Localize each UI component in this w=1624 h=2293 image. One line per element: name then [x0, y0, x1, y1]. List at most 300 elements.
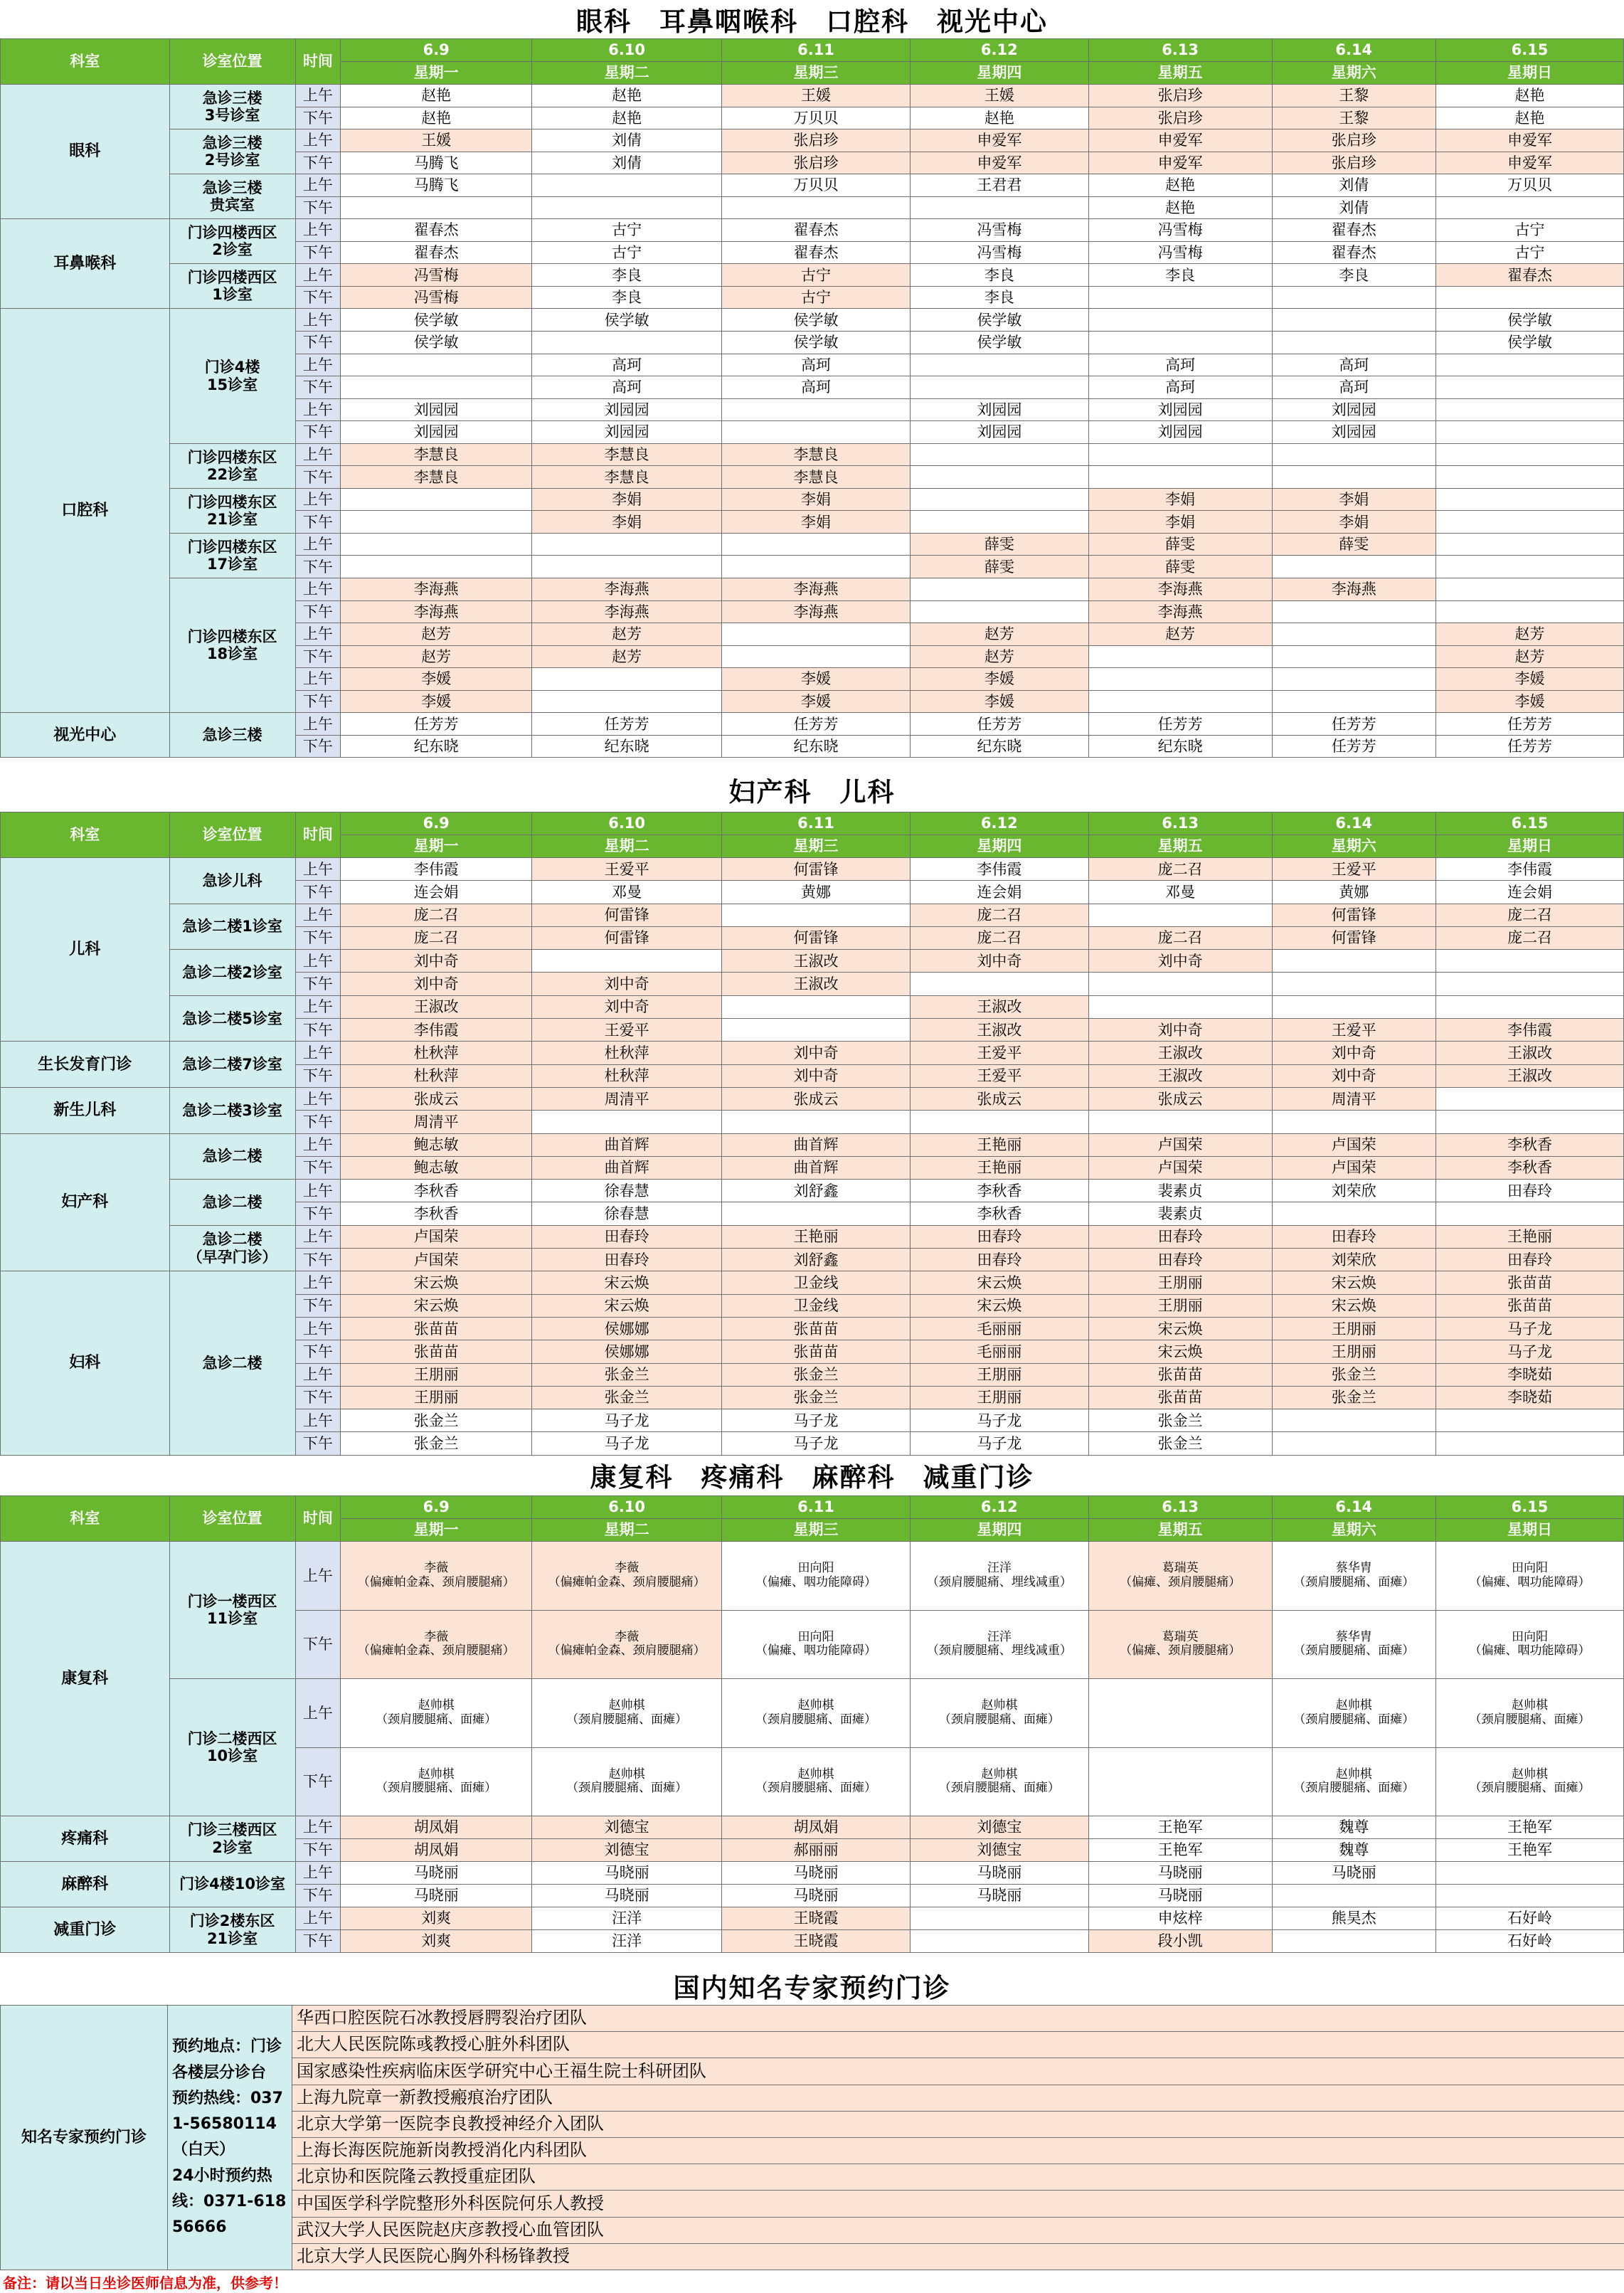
doctor-cell: 连会娟 [1436, 881, 1624, 904]
doctor-cell [341, 376, 532, 399]
doctor-cell: 万贝贝 [722, 107, 911, 129]
doctor-cell: 李海燕 [1088, 578, 1272, 601]
doctor-cell: 王淑改 [1088, 1064, 1272, 1087]
session-time: 下午 [295, 1294, 341, 1317]
session-time: 下午 [295, 376, 341, 399]
doctor-cell: 冯雪梅 [910, 241, 1088, 264]
doctor-cell: 庞二召 [910, 926, 1088, 949]
doctor-cell [722, 421, 911, 444]
doctor-cell: 田春玲 [532, 1225, 722, 1248]
doctor-cell [910, 376, 1088, 399]
doctor-cell: 赵艳 [1088, 196, 1272, 219]
room-location: 门诊四楼东区 22诊室 [169, 443, 295, 488]
session-time: 下午 [295, 973, 341, 995]
doctor-cell [1436, 1409, 1624, 1432]
doctor-cell: 赵芳 [532, 623, 722, 646]
doctor-cell: 何雷锋 [532, 926, 722, 949]
doctor-cell: 李海燕 [341, 600, 532, 623]
doctor-cell: 王艳军 [1436, 1816, 1624, 1839]
doctor-cell: 刘中奇 [1272, 1042, 1436, 1064]
doctor-cell: 赵帅棋 （颈肩腰腿痛、面瘫） [1436, 1679, 1624, 1748]
doctor-cell: 张苗苗 [1088, 1386, 1272, 1409]
doctor-cell: 刘舒鑫 [722, 1249, 911, 1271]
session-time: 下午 [295, 511, 341, 534]
doctor-cell: 张苗苗 [722, 1317, 911, 1340]
doctor-cell: 黄娜 [1272, 881, 1436, 904]
session-time: 上午 [295, 1317, 341, 1340]
doctor-cell: 蔡华胄 （颈肩腰腿痛、面瘫） [1272, 1610, 1436, 1679]
doctor-cell: 任芳芳 [1436, 713, 1624, 736]
doctor-cell: 刘园园 [341, 398, 532, 421]
header-date: 6.15 [1436, 1496, 1624, 1519]
doctor-cell [1272, 466, 1436, 489]
doctor-cell: 马晓丽 [341, 1885, 532, 1907]
room-location: 急诊二楼3诊室 [169, 1087, 295, 1133]
room-location: 门诊四楼东区 18诊室 [169, 578, 295, 713]
session-time: 下午 [295, 466, 341, 489]
doctor-cell [532, 950, 722, 973]
doctor-cell: 马晓丽 [341, 1862, 532, 1885]
room-location: 门诊4楼10诊室 [169, 1862, 295, 1907]
doctor-cell: 赵芳 [1436, 623, 1624, 646]
doctor-cell: 李晓茹 [1436, 1363, 1624, 1386]
header-weekday: 星期三 [722, 62, 911, 85]
table-row [1, 1180, 1624, 1202]
doctor-cell: 李慧良 [532, 443, 722, 466]
doctor-cell [722, 904, 911, 926]
doctor-cell: 李伟霞 [341, 1019, 532, 1042]
doctor-cell: 李良 [910, 286, 1088, 309]
doctor-cell: 卢国荣 [1272, 1156, 1436, 1179]
doctor-cell [1088, 973, 1272, 995]
doctor-cell: 赵艳 [341, 107, 532, 129]
doctor-cell: 侯娜娜 [532, 1317, 722, 1340]
doctor-cell: 李良 [1272, 264, 1436, 287]
doctor-cell: 侯娜娜 [532, 1340, 722, 1363]
expert-team: 武汉大学人民医院赵庆彦教授心血管团队 [292, 2217, 1624, 2243]
doctor-cell: 王朋丽 [910, 1386, 1088, 1409]
doctor-cell: 马腾飞 [341, 174, 532, 197]
doctor-cell: 刘中奇 [532, 973, 722, 995]
doctor-cell: 宋云焕 [1088, 1340, 1272, 1363]
doctor-cell: 卢国荣 [341, 1249, 532, 1271]
doctor-cell [1436, 443, 1624, 466]
doctor-cell: 张成云 [341, 1087, 532, 1110]
session-time: 上午 [295, 995, 341, 1018]
doctor-cell: 薛雯 [910, 556, 1088, 578]
doctor-cell: 翟春杰 [341, 219, 532, 242]
header-date: 6.14 [1272, 812, 1436, 835]
session-time: 下午 [295, 1340, 341, 1363]
doctor-cell: 刘园园 [1272, 398, 1436, 421]
doctor-cell [1272, 309, 1436, 332]
doctor-cell [1436, 398, 1624, 421]
doctor-cell: 赵艳 [910, 107, 1088, 129]
doctor-cell: 李秋香 [910, 1180, 1088, 1202]
doctor-cell [1272, 1432, 1436, 1455]
doctor-cell: 张苗苗 [722, 1340, 911, 1363]
doctor-cell: 侯学敏 [532, 309, 722, 332]
doctor-cell: 翟春杰 [722, 219, 911, 242]
header-weekday: 星期六 [1272, 835, 1436, 858]
doctor-cell [532, 174, 722, 197]
doctor-cell: 赵帅棋 （颈肩腰腿痛、面瘫） [532, 1747, 722, 1816]
expert-team: 上海九院章一新教授瘢痕治疗团队 [292, 2085, 1624, 2111]
doctor-cell: 蔡华胄 （颈肩腰腿痛、面瘫） [1272, 1542, 1436, 1611]
expert-team: 北京大学第一医院李良教授神经介入团队 [292, 2111, 1624, 2137]
session-time: 上午 [295, 1409, 341, 1432]
doctor-cell: 张金兰 [532, 1363, 722, 1386]
doctor-cell: 刘中奇 [722, 1042, 911, 1064]
room-location: 急诊三楼 贵宾室 [169, 174, 295, 219]
dept-name: 妇科 [1, 1271, 170, 1455]
room-location: 急诊二楼 [169, 1180, 295, 1226]
session-time: 下午 [295, 1019, 341, 1042]
doctor-cell: 李伟霞 [341, 858, 532, 881]
room-location: 急诊二楼 [169, 1133, 295, 1180]
doctor-cell: 任芳芳 [1088, 713, 1272, 736]
doctor-cell [1436, 488, 1624, 511]
doctor-cell: 张成云 [910, 1087, 1088, 1110]
doctor-cell [1272, 600, 1436, 623]
doctor-cell: 李薇 （偏瘫帕金森、颈肩腰腿痛） [532, 1542, 722, 1611]
session-time: 下午 [295, 1202, 341, 1225]
doctor-cell [1436, 354, 1624, 376]
doctor-cell: 宋云焕 [341, 1294, 532, 1317]
doctor-cell: 马晓丽 [722, 1885, 911, 1907]
doctor-cell [1088, 995, 1272, 1018]
session-time: 下午 [295, 690, 341, 713]
doctor-cell: 李慧良 [532, 466, 722, 489]
doctor-cell [722, 645, 911, 668]
doctor-cell [722, 623, 911, 646]
doctor-cell: 王淑改 [1436, 1064, 1624, 1087]
header-weekday: 星期一 [341, 835, 532, 858]
doctor-cell [910, 354, 1088, 376]
doctor-cell: 张启珍 [722, 152, 911, 174]
doctor-cell: 申爱军 [1088, 129, 1272, 152]
doctor-cell: 张金兰 [1088, 1409, 1272, 1432]
doctor-cell: 王朋丽 [910, 1363, 1088, 1386]
doctor-cell: 王淑改 [341, 995, 532, 1018]
doctor-cell: 张金兰 [722, 1363, 911, 1386]
doctor-cell: 王艳丽 [910, 1133, 1088, 1156]
doctor-cell: 周清平 [1272, 1087, 1436, 1110]
doctor-cell [722, 196, 911, 219]
header-weekday: 星期五 [1088, 62, 1272, 85]
doctor-cell [341, 196, 532, 219]
doctor-cell: 古宁 [1436, 241, 1624, 264]
session-time: 下午 [295, 196, 341, 219]
doctor-cell: 毛丽丽 [910, 1340, 1088, 1363]
session-time: 上午 [295, 309, 341, 332]
doctor-cell [1436, 1432, 1624, 1455]
doctor-cell: 李秋香 [341, 1202, 532, 1225]
doctor-cell: 汪洋 （颈肩腰腿痛、埋线减重） [910, 1610, 1088, 1679]
doctor-cell [532, 690, 722, 713]
doctor-cell: 李伟霞 [1436, 1019, 1624, 1042]
table-row [1, 219, 1624, 242]
doctor-cell [722, 995, 911, 1018]
doctor-cell: 纪东晓 [910, 735, 1088, 758]
doctor-cell: 黄娜 [722, 881, 911, 904]
doctor-cell: 申爱军 [1088, 152, 1272, 174]
doctor-cell: 薛雯 [1088, 533, 1272, 556]
doctor-cell: 申爱军 [910, 129, 1088, 152]
doctor-cell: 宋云焕 [341, 1271, 532, 1294]
doctor-cell: 邓曼 [532, 881, 722, 904]
doctor-cell: 王爱平 [910, 1064, 1088, 1087]
doctor-cell: 张启珍 [1088, 85, 1272, 107]
doctor-cell: 卢国荣 [1272, 1133, 1436, 1156]
dept-name: 康复科 [1, 1542, 170, 1816]
doctor-cell: 任芳芳 [910, 713, 1088, 736]
session-time: 上午 [295, 1363, 341, 1386]
session-time: 上午 [295, 1542, 341, 1611]
doctor-cell: 王朋丽 [341, 1386, 532, 1409]
doctor-cell: 刘舒鑫 [722, 1180, 911, 1202]
doctor-cell: 刘荣欣 [1272, 1180, 1436, 1202]
room-location: 门诊四楼西区 2诊室 [169, 219, 295, 264]
doctor-cell: 李媛 [910, 690, 1088, 713]
doctor-cell: 张金兰 [1272, 1386, 1436, 1409]
table-row [1, 85, 1624, 107]
doctor-cell [910, 973, 1088, 995]
doctor-cell: 李良 [910, 264, 1088, 287]
doctor-cell: 张苗苗 [1436, 1294, 1624, 1317]
header-date: 6.9 [341, 1496, 532, 1519]
doctor-cell: 马晓丽 [1272, 1862, 1436, 1885]
doctor-cell: 李伟霞 [1436, 858, 1624, 881]
doctor-cell [910, 466, 1088, 489]
doctor-cell: 赵芳 [1088, 623, 1272, 646]
doctor-cell: 马子龙 [1436, 1340, 1624, 1363]
doctor-cell: 李媛 [722, 668, 911, 691]
doctor-cell: 赵艳 [1436, 85, 1624, 107]
doctor-cell: 庞二召 [1088, 926, 1272, 949]
experts-title: 国内知名专家预约门诊 [673, 1973, 951, 2003]
doctor-cell: 高珂 [722, 376, 911, 399]
session-time: 上午 [295, 950, 341, 973]
dept-name: 麻醉科 [1, 1862, 170, 1907]
room-location: 急诊二楼1诊室 [169, 904, 295, 950]
session-time: 下午 [295, 556, 341, 578]
doctor-cell: 刘爽 [341, 1930, 532, 1953]
header-weekday: 星期日 [1436, 835, 1624, 858]
session-time: 上午 [295, 713, 341, 736]
doctor-cell: 宋云焕 [910, 1294, 1088, 1317]
session-time: 下午 [295, 152, 341, 174]
table-row [1, 1133, 1624, 1156]
table-row [1, 1862, 1624, 1885]
doctor-cell [1272, 1885, 1436, 1907]
doctor-cell: 李良 [532, 286, 722, 309]
session-time: 下午 [295, 1747, 341, 1816]
session-time: 上午 [295, 1225, 341, 1248]
doctor-cell [1436, 421, 1624, 444]
doctor-cell: 刘德宝 [910, 1839, 1088, 1862]
dept-name: 眼科 [1, 85, 170, 219]
doctor-cell: 汪洋 [532, 1907, 722, 1930]
section-title: 妇产科 儿科 [728, 777, 896, 807]
doctor-cell: 张启珍 [1272, 129, 1436, 152]
doctor-cell: 纪东晓 [532, 735, 722, 758]
doctor-cell: 王艳军 [1436, 1839, 1624, 1862]
doctor-cell: 赵艳 [532, 85, 722, 107]
expert-row [1, 2006, 1624, 2032]
doctor-cell: 赵芳 [341, 623, 532, 646]
doctor-cell [1088, 645, 1272, 668]
doctor-cell: 薛雯 [910, 533, 1088, 556]
doctor-cell [1272, 443, 1436, 466]
doctor-cell [1272, 1409, 1436, 1432]
doctor-cell: 王朋丽 [1088, 1271, 1272, 1294]
doctor-cell: 赵芳 [910, 623, 1088, 646]
doctor-cell: 任芳芳 [532, 713, 722, 736]
doctor-cell: 刘园园 [341, 421, 532, 444]
doctor-cell: 田春玲 [532, 1249, 722, 1271]
doctor-cell: 古宁 [1436, 219, 1624, 242]
session-time: 上午 [295, 354, 341, 376]
doctor-cell: 徐春慧 [532, 1202, 722, 1225]
doctor-cell: 马晓丽 [722, 1862, 911, 1885]
doctor-cell: 纪东晓 [341, 735, 532, 758]
doctor-cell: 马晓丽 [1088, 1862, 1272, 1885]
doctor-cell: 李慧良 [341, 443, 532, 466]
section-title: 眼科 耳鼻咽喉科 口腔科 视光中心 [576, 6, 1048, 37]
doctor-cell: 张启珍 [1088, 107, 1272, 129]
doctor-cell: 李晓茹 [1436, 1386, 1624, 1409]
room-location: 急诊二楼2诊室 [169, 950, 295, 996]
doctor-cell: 赵艳 [1436, 107, 1624, 129]
doctor-cell: 张成云 [722, 1087, 911, 1110]
header-date: 6.10 [532, 39, 722, 62]
header-date: 6.11 [722, 1496, 911, 1519]
doctor-cell: 刘园园 [532, 398, 722, 421]
table-row [1, 950, 1624, 973]
doctor-cell [1272, 950, 1436, 973]
session-time: 下午 [295, 881, 341, 904]
doctor-cell: 赵芳 [341, 645, 532, 668]
header-weekday: 星期日 [1436, 1519, 1624, 1542]
header-weekday: 星期二 [532, 62, 722, 85]
doctor-cell: 田春玲 [1088, 1249, 1272, 1271]
schedule-table [0, 812, 1624, 1456]
doctor-cell [1088, 668, 1272, 691]
doctor-cell: 田春玲 [910, 1225, 1088, 1248]
doctor-cell: 杜秋萍 [341, 1064, 532, 1087]
table-row [1, 309, 1624, 332]
doctor-cell [532, 533, 722, 556]
doctor-cell: 张金兰 [1272, 1363, 1436, 1386]
doctor-cell: 马晓丽 [1088, 1885, 1272, 1907]
doctor-cell: 王黎 [1272, 85, 1436, 107]
doctor-cell: 李薇 （偏瘫帕金森、颈肩腰腿痛） [532, 1610, 722, 1679]
doctor-cell: 马腾飞 [341, 152, 532, 174]
room-location: 门诊4楼 15诊室 [169, 309, 295, 443]
doctor-cell: 鲍志敏 [341, 1133, 532, 1156]
session-time: 上午 [295, 264, 341, 287]
doctor-cell [1436, 973, 1624, 995]
doctor-cell: 宋云焕 [532, 1294, 722, 1317]
doctor-cell: 任芳芳 [1436, 735, 1624, 758]
header-weekday: 星期三 [722, 835, 911, 858]
doctor-cell: 田春玲 [1436, 1180, 1624, 1202]
header-time: 时间 [295, 39, 341, 85]
doctor-cell: 庞二召 [341, 926, 532, 949]
doctor-cell: 杜秋萍 [341, 1042, 532, 1064]
doctor-cell [910, 511, 1088, 534]
doctor-cell [1436, 376, 1624, 399]
doctor-cell: 刘园园 [1272, 421, 1436, 444]
session-time: 上午 [295, 219, 341, 242]
doctor-cell [1272, 1202, 1436, 1225]
doctor-cell: 马子龙 [910, 1409, 1088, 1432]
doctor-cell: 赵帅棋 （颈肩腰腿痛、面瘫） [722, 1747, 911, 1816]
dept-name: 新生儿科 [1, 1087, 170, 1133]
expert-team: 国家感染性疾病临床医学研究中心王福生院士科研团队 [292, 2058, 1624, 2085]
doctor-cell: 田春玲 [1436, 1249, 1624, 1271]
doctor-cell: 李媛 [722, 690, 911, 713]
doctor-cell [910, 1111, 1088, 1133]
expert-team: 华西口腔医院石冰教授唇腭裂治疗团队 [292, 2006, 1624, 2032]
header-time: 时间 [295, 1496, 341, 1542]
session-time: 上午 [295, 85, 341, 107]
doctor-cell: 王淑改 [1436, 1042, 1624, 1064]
header-date: 6.12 [910, 39, 1088, 62]
table-row [1, 488, 1624, 511]
session-time: 上午 [295, 904, 341, 926]
doctor-cell [1272, 690, 1436, 713]
table-row [1, 1042, 1624, 1064]
doctor-cell [1436, 950, 1624, 973]
table-row [1, 1907, 1624, 1930]
session-time: 下午 [295, 645, 341, 668]
doctor-cell: 裴素贞 [1088, 1202, 1272, 1225]
experts-dept: 知名专家预约门诊 [1, 2006, 168, 2270]
doctor-cell: 王媛 [722, 85, 911, 107]
header-date: 6.9 [341, 812, 532, 835]
doctor-cell: 侯学敏 [341, 309, 532, 332]
session-time: 下午 [295, 600, 341, 623]
doctor-cell: 何雷锋 [722, 858, 911, 881]
doctor-cell: 李秋香 [910, 1202, 1088, 1225]
doctor-cell: 王爱平 [1272, 858, 1436, 881]
doctor-cell: 翟春杰 [1272, 219, 1436, 242]
doctor-cell: 申爱军 [1436, 129, 1624, 152]
doctor-cell: 刘园园 [1088, 421, 1272, 444]
doctor-cell: 宋云焕 [1272, 1271, 1436, 1294]
doctor-cell: 张金兰 [532, 1386, 722, 1409]
doctor-cell: 李娟 [722, 488, 911, 511]
doctor-cell: 裴素贞 [1088, 1180, 1272, 1202]
doctor-cell: 魏尊 [1272, 1816, 1436, 1839]
doctor-cell [1272, 668, 1436, 691]
doctor-cell: 马晓丽 [532, 1885, 722, 1907]
room-location: 急诊儿科 [169, 858, 295, 904]
doctor-cell: 张苗苗 [1088, 1363, 1272, 1386]
doctor-cell: 马晓丽 [910, 1862, 1088, 1885]
doctor-cell: 李薇 （偏瘫帕金森、颈肩腰腿痛） [341, 1610, 532, 1679]
header-date: 6.14 [1272, 39, 1436, 62]
doctor-cell: 张金兰 [722, 1386, 911, 1409]
doctor-cell: 田春玲 [1272, 1225, 1436, 1248]
doctor-cell: 万贝贝 [722, 174, 911, 197]
session-time: 上午 [295, 1042, 341, 1064]
doctor-cell: 李娟 [1088, 488, 1272, 511]
doctor-cell: 翟春杰 [341, 241, 532, 264]
doctor-cell: 侯学敏 [1436, 332, 1624, 354]
